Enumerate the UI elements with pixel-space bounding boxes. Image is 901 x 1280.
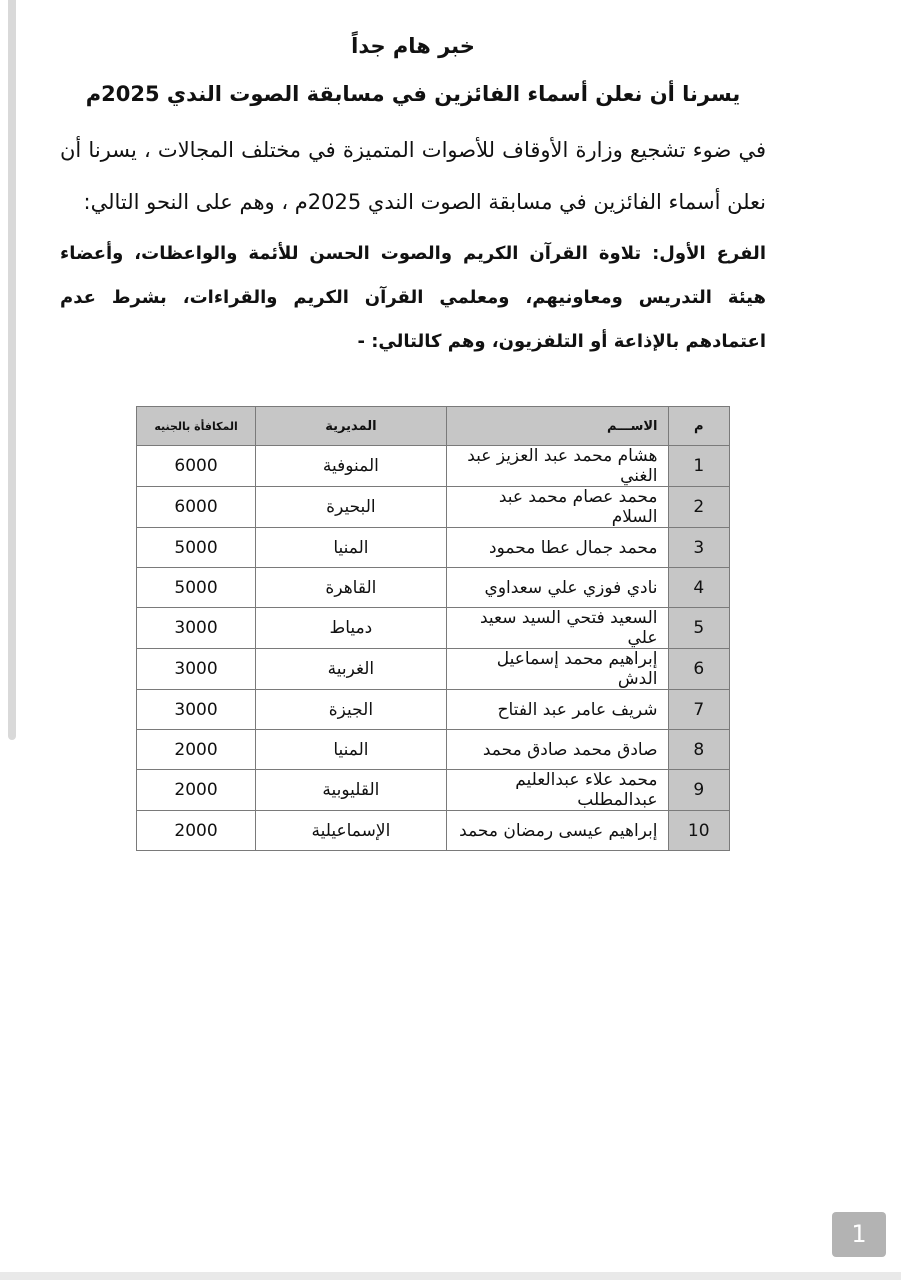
- row-directorate: البحيرة: [256, 487, 447, 528]
- table-row: [137, 811, 730, 851]
- row-reward: 3000: [137, 649, 256, 690]
- intro-paragraph: في ضوء تشجيع وزارة الأوقاف للأصوات المتميزة في مختلف المجالات ، يسرنا أن نعلن أسماء الفائزين في مسابقة الصوت الندي 2025م ، وهم على النحو التالي:: [60, 138, 766, 214]
- vertical-scrollbar[interactable]: [0, 0, 17, 740]
- row-name: محمد علاء عبدالعليم عبدالمطلب: [446, 770, 668, 811]
- row-directorate: المنوفية: [256, 446, 447, 487]
- row-reward: 6000: [137, 446, 256, 487]
- horizontal-scrollbar[interactable]: [0, 1272, 901, 1280]
- row-number: 4: [668, 568, 730, 608]
- row-number: 3: [668, 528, 730, 568]
- header-directorate: المديرية: [256, 407, 447, 446]
- row-directorate: المنيا: [256, 528, 447, 568]
- row-number: 5: [668, 608, 730, 649]
- table-row: [137, 690, 730, 730]
- row-reward: 3000: [137, 690, 256, 730]
- row-name: السعيد فتحي السيد سعيد علي: [446, 608, 668, 649]
- document-page: [60, 28, 766, 364]
- row-reward: 5000: [137, 568, 256, 608]
- row-directorate: المنيا: [256, 730, 447, 770]
- table-row: [137, 649, 730, 690]
- row-directorate: الغربية: [256, 649, 447, 690]
- row-name: شريف عامر عبد الفتاح: [446, 690, 668, 730]
- row-directorate: الجيزة: [256, 690, 447, 730]
- scrollbar-thumb[interactable]: [8, 0, 16, 740]
- row-reward: 5000: [137, 528, 256, 568]
- subheadline: يسرنا أن نعلن أسماء الفائزين في مسابقة الصوت الندي 2025م: [85, 82, 741, 106]
- winners-table: [136, 406, 730, 851]
- row-number: 2: [668, 487, 730, 528]
- row-number: 9: [668, 770, 730, 811]
- row-number: 7: [668, 690, 730, 730]
- table-row: [137, 608, 730, 649]
- row-reward: 2000: [137, 811, 256, 851]
- header-reward: المكافأة بالجنيه: [137, 407, 256, 446]
- row-name: محمد عصام محمد عبد السلام: [446, 487, 668, 528]
- row-name: نادي فوزي علي سعداوي: [446, 568, 668, 608]
- header-name: الاســـم: [446, 407, 668, 446]
- row-name: صادق محمد صادق محمد: [446, 730, 668, 770]
- row-reward: 3000: [137, 608, 256, 649]
- row-name: هشام محمد عبد العزيز عبد الغني: [446, 446, 668, 487]
- row-directorate: دمياط: [256, 608, 447, 649]
- table-row: [137, 446, 730, 487]
- table-row: [137, 568, 730, 608]
- table-row: [137, 487, 730, 528]
- headline: خبر هام جداً: [351, 34, 475, 58]
- header-num: م: [668, 407, 730, 446]
- row-directorate: الإسماعيلية: [256, 811, 447, 851]
- row-directorate: القاهرة: [256, 568, 447, 608]
- row-name: محمد جمال عطا محمود: [446, 528, 668, 568]
- row-number: 1: [668, 446, 730, 487]
- page-number-indicator: 1: [832, 1212, 886, 1257]
- row-reward: 2000: [137, 770, 256, 811]
- row-number: 10: [668, 811, 730, 851]
- table-row: [137, 528, 730, 568]
- row-reward: 6000: [137, 487, 256, 528]
- table-row: [137, 730, 730, 770]
- row-reward: 2000: [137, 730, 256, 770]
- row-name: إبراهيم محمد إسماعيل الدش: [446, 649, 668, 690]
- branch-paragraph: الفرع الأول: تلاوة القرآن الكريم والصوت الحسن للأئمة والواعظات، وأعضاء هيئة التدريس ومعاونيهم، ومعلمي القرآن الكريم والقراءات، بشرط عدم اعتمادهم بالإذاعة أو التلفزيون، وهم كالتالي: -: [60, 243, 766, 352]
- table-row: [137, 770, 730, 811]
- row-directorate: القليوبية: [256, 770, 447, 811]
- row-name: إبراهيم عيسى رمضان محمد: [446, 811, 668, 851]
- row-number: 8: [668, 730, 730, 770]
- table-header-row: [137, 407, 730, 446]
- row-number: 6: [668, 649, 730, 690]
